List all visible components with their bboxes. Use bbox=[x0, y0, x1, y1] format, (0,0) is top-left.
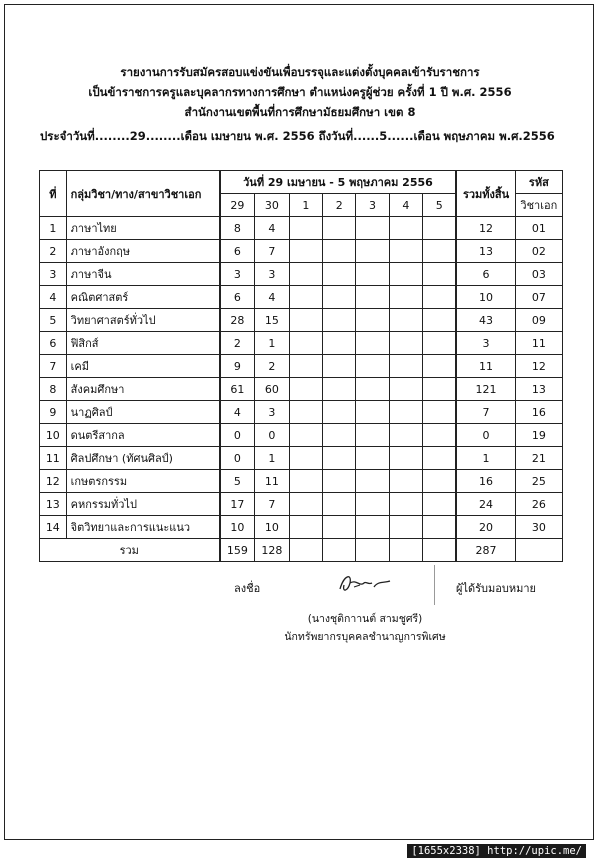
row-total: 6 bbox=[456, 263, 515, 286]
row-d30: 11 bbox=[255, 470, 290, 493]
row-d4 bbox=[389, 493, 422, 516]
table-row bbox=[40, 240, 563, 263]
row-total: 0 bbox=[456, 424, 515, 447]
table-row bbox=[40, 493, 563, 516]
row-d4 bbox=[389, 470, 422, 493]
table-row bbox=[40, 263, 563, 286]
row-total: 11 bbox=[456, 355, 515, 378]
row-d30: 4 bbox=[255, 286, 290, 309]
row-d2 bbox=[323, 424, 356, 447]
row-no: 4 bbox=[40, 286, 67, 309]
row-d1 bbox=[289, 424, 322, 447]
row-d29: 9 bbox=[220, 355, 255, 378]
row-d2 bbox=[323, 263, 356, 286]
row-d4 bbox=[389, 355, 422, 378]
sum-row bbox=[40, 539, 563, 562]
day-header: 1 bbox=[289, 194, 322, 217]
row-d4 bbox=[389, 401, 422, 424]
report-period: ประจำวันที่........29........เดือน เมษายน พ.ศ. 2556 ถึงวันที่......5......เดือน พฤษภาคม พ.ศ.2556 bbox=[40, 129, 555, 143]
row-subject: เคมี bbox=[66, 355, 219, 378]
row-d5 bbox=[423, 516, 457, 539]
row-no: 2 bbox=[40, 240, 67, 263]
row-d4 bbox=[389, 263, 422, 286]
row-d3 bbox=[356, 447, 389, 470]
row-code: 13 bbox=[515, 378, 562, 401]
row-d2 bbox=[323, 447, 356, 470]
row-d29: 0 bbox=[220, 424, 255, 447]
row-no: 9 bbox=[40, 401, 67, 424]
row-d1 bbox=[289, 470, 322, 493]
row-no: 7 bbox=[40, 355, 67, 378]
day-header: 4 bbox=[389, 194, 422, 217]
row-d1 bbox=[289, 516, 322, 539]
row-d29: 17 bbox=[220, 493, 255, 516]
row-d3 bbox=[356, 263, 389, 286]
row-d30: 1 bbox=[255, 447, 290, 470]
row-code: 07 bbox=[515, 286, 562, 309]
row-d29: 0 bbox=[220, 447, 255, 470]
col-no-header: ที่ bbox=[40, 171, 67, 217]
row-d29: 8 bbox=[220, 217, 255, 240]
row-d5 bbox=[423, 263, 457, 286]
header-line-1: รายงานการรับสมัครสอบแข่งขันเพื่อบรรจุและแต่งตั้งบุคคลเข้ารับราชการ bbox=[120, 65, 480, 79]
table-row bbox=[40, 355, 563, 378]
sum-d1 bbox=[289, 539, 322, 562]
image-watermark: [1655x2338] http://upic.me/ bbox=[407, 844, 586, 858]
table-header-row bbox=[40, 171, 563, 194]
row-d2 bbox=[323, 378, 356, 401]
row-no: 1 bbox=[40, 217, 67, 240]
bottom-bar bbox=[4, 842, 594, 860]
row-d29: 28 bbox=[220, 309, 255, 332]
row-d30: 1 bbox=[255, 332, 290, 355]
table-row bbox=[40, 378, 563, 401]
row-d1 bbox=[289, 309, 322, 332]
row-d1 bbox=[289, 401, 322, 424]
row-d4 bbox=[389, 332, 422, 355]
row-d30: 60 bbox=[255, 378, 290, 401]
row-total: 121 bbox=[456, 378, 515, 401]
row-d1 bbox=[289, 286, 322, 309]
col-subject-header: กลุ่มวิชา/ทาง/สาขาวิชาเอก bbox=[66, 171, 219, 217]
row-d2 bbox=[323, 493, 356, 516]
row-d3 bbox=[356, 378, 389, 401]
row-d30: 3 bbox=[255, 263, 290, 286]
row-d1 bbox=[289, 263, 322, 286]
row-subject: คหกรรมทั่วไป bbox=[66, 493, 219, 516]
row-d3 bbox=[356, 240, 389, 263]
row-no: 6 bbox=[40, 332, 67, 355]
row-subject: จิตวิทยาและการแนะแนว bbox=[66, 516, 219, 539]
row-subject: ฟิสิกส์ bbox=[66, 332, 219, 355]
row-d5 bbox=[423, 401, 457, 424]
row-d3 bbox=[356, 332, 389, 355]
sum-d5 bbox=[423, 539, 457, 562]
signature-divider bbox=[434, 565, 435, 605]
row-subject: ศิลปศึกษา (ทัศนศิลป์) bbox=[66, 447, 219, 470]
row-d1 bbox=[289, 332, 322, 355]
row-subject: ภาษาไทย bbox=[66, 217, 219, 240]
row-no: 13 bbox=[40, 493, 67, 516]
row-d1 bbox=[289, 378, 322, 401]
header-line-2: เป็นข้าราชการครูและบุคลากรทางการศึกษา ตำแหน่งครูผู้ช่วย ครั้งที่ 1 ปี พ.ศ. 2556 bbox=[88, 85, 512, 99]
row-d30: 0 bbox=[255, 424, 290, 447]
col-code-header-2: วิชาเอก bbox=[515, 194, 562, 217]
table-row bbox=[40, 424, 563, 447]
day-header: 5 bbox=[423, 194, 457, 217]
row-no: 5 bbox=[40, 309, 67, 332]
row-d3 bbox=[356, 493, 389, 516]
row-subject: ดนตรีสากล bbox=[66, 424, 219, 447]
row-no: 14 bbox=[40, 516, 67, 539]
row-d30: 3 bbox=[255, 401, 290, 424]
row-subject: สังคมศึกษา bbox=[66, 378, 219, 401]
row-total: 13 bbox=[456, 240, 515, 263]
row-d2 bbox=[323, 355, 356, 378]
row-d4 bbox=[389, 217, 422, 240]
row-d3 bbox=[356, 217, 389, 240]
row-d29: 61 bbox=[220, 378, 255, 401]
row-d2 bbox=[323, 286, 356, 309]
row-d2 bbox=[323, 217, 356, 240]
row-d2 bbox=[323, 470, 356, 493]
row-no: 10 bbox=[40, 424, 67, 447]
row-d2 bbox=[323, 332, 356, 355]
table-row bbox=[40, 286, 563, 309]
row-d5 bbox=[423, 355, 457, 378]
row-total: 43 bbox=[456, 309, 515, 332]
row-code: 26 bbox=[515, 493, 562, 516]
row-d29: 3 bbox=[220, 263, 255, 286]
row-d2 bbox=[323, 401, 356, 424]
row-d3 bbox=[356, 470, 389, 493]
row-total: 10 bbox=[456, 286, 515, 309]
row-no: 11 bbox=[40, 447, 67, 470]
row-d4 bbox=[389, 286, 422, 309]
row-no: 3 bbox=[40, 263, 67, 286]
header-line-3: สำนักงานเขตพื้นที่การศึกษามัธยมศึกษา เขต 8 bbox=[184, 105, 416, 119]
row-total: 16 bbox=[456, 470, 515, 493]
row-code: 21 bbox=[515, 447, 562, 470]
row-d29: 10 bbox=[220, 516, 255, 539]
row-d29: 2 bbox=[220, 332, 255, 355]
signer-position: นักทรัพยากรบุคคลชำนาญการพิเศษ bbox=[284, 631, 446, 643]
sum-d29: 159 bbox=[220, 539, 255, 562]
row-d1 bbox=[289, 447, 322, 470]
row-subject: ภาษาจีน bbox=[66, 263, 219, 286]
row-d3 bbox=[356, 309, 389, 332]
row-d5 bbox=[423, 378, 457, 401]
row-d1 bbox=[289, 355, 322, 378]
row-d2 bbox=[323, 309, 356, 332]
handwritten-signature bbox=[330, 569, 400, 599]
sum-d2 bbox=[323, 539, 356, 562]
row-d5 bbox=[423, 470, 457, 493]
row-d30: 7 bbox=[255, 493, 290, 516]
col-dates-header: วันที่ 29 เมษายน - 5 พฤษภาคม 2556 bbox=[220, 171, 457, 194]
row-d29: 5 bbox=[220, 470, 255, 493]
row-d29: 6 bbox=[220, 240, 255, 263]
row-d4 bbox=[389, 516, 422, 539]
report-header bbox=[0, 62, 600, 122]
applicant-table bbox=[39, 170, 563, 562]
row-d4 bbox=[389, 447, 422, 470]
row-d5 bbox=[423, 493, 457, 516]
row-d5 bbox=[423, 217, 457, 240]
table-row bbox=[40, 332, 563, 355]
row-subject: นาฏศิลป์ bbox=[66, 401, 219, 424]
col-total-header: รวมทั้งสิ้น bbox=[456, 171, 515, 217]
day-header: 3 bbox=[356, 194, 389, 217]
row-d1 bbox=[289, 240, 322, 263]
table-row bbox=[40, 401, 563, 424]
row-code: 16 bbox=[515, 401, 562, 424]
row-d3 bbox=[356, 355, 389, 378]
row-total: 1 bbox=[456, 447, 515, 470]
table-row bbox=[40, 516, 563, 539]
received-label: ผู้ได้รับมอบหมาย bbox=[456, 582, 536, 595]
table-row bbox=[40, 447, 563, 470]
row-d2 bbox=[323, 516, 356, 539]
row-d5 bbox=[423, 424, 457, 447]
row-d30: 7 bbox=[255, 240, 290, 263]
row-d5 bbox=[423, 447, 457, 470]
row-d5 bbox=[423, 332, 457, 355]
day-header: 30 bbox=[255, 194, 290, 217]
row-subject: ภาษาอังกฤษ bbox=[66, 240, 219, 263]
row-d5 bbox=[423, 309, 457, 332]
row-total: 24 bbox=[456, 493, 515, 516]
row-d3 bbox=[356, 516, 389, 539]
row-d5 bbox=[423, 240, 457, 263]
row-subject: เกษตรกรรม bbox=[66, 470, 219, 493]
row-d5 bbox=[423, 286, 457, 309]
row-total: 20 bbox=[456, 516, 515, 539]
row-total: 12 bbox=[456, 217, 515, 240]
day-header: 2 bbox=[323, 194, 356, 217]
table-row bbox=[40, 470, 563, 493]
row-no: 8 bbox=[40, 378, 67, 401]
row-d3 bbox=[356, 424, 389, 447]
row-d30: 4 bbox=[255, 217, 290, 240]
sum-label: รวม bbox=[40, 539, 220, 562]
row-d30: 2 bbox=[255, 355, 290, 378]
row-total: 3 bbox=[456, 332, 515, 355]
row-code: 01 bbox=[515, 217, 562, 240]
table-row bbox=[40, 217, 563, 240]
row-d29: 6 bbox=[220, 286, 255, 309]
sum-code bbox=[515, 539, 562, 562]
row-no: 12 bbox=[40, 470, 67, 493]
row-d30: 15 bbox=[255, 309, 290, 332]
signer-name: (นางชุติกาานต์ สามชูศรี) bbox=[307, 613, 423, 625]
row-subject: คณิตศาสตร์ bbox=[66, 286, 219, 309]
row-code: 11 bbox=[515, 332, 562, 355]
row-subject: วิทยาศาสตร์ทั่วไป bbox=[66, 309, 219, 332]
sum-d4 bbox=[389, 539, 422, 562]
sign-label: ลงชื่อ bbox=[234, 582, 261, 595]
row-d4 bbox=[389, 240, 422, 263]
day-header: 29 bbox=[220, 194, 255, 217]
row-code: 19 bbox=[515, 424, 562, 447]
table-row bbox=[40, 309, 563, 332]
sum-d3 bbox=[356, 539, 389, 562]
row-d4 bbox=[389, 309, 422, 332]
row-code: 02 bbox=[515, 240, 562, 263]
row-d4 bbox=[389, 424, 422, 447]
row-d1 bbox=[289, 493, 322, 516]
row-d3 bbox=[356, 401, 389, 424]
row-total: 7 bbox=[456, 401, 515, 424]
row-d1 bbox=[289, 217, 322, 240]
row-code: 30 bbox=[515, 516, 562, 539]
row-code: 09 bbox=[515, 309, 562, 332]
row-d3 bbox=[356, 286, 389, 309]
sum-d30: 128 bbox=[255, 539, 290, 562]
row-d30: 10 bbox=[255, 516, 290, 539]
row-code: 03 bbox=[515, 263, 562, 286]
row-code: 12 bbox=[515, 355, 562, 378]
sum-total: 287 bbox=[456, 539, 515, 562]
row-d2 bbox=[323, 240, 356, 263]
row-d29: 4 bbox=[220, 401, 255, 424]
col-code-header: รหัส bbox=[515, 171, 562, 194]
row-code: 25 bbox=[515, 470, 562, 493]
row-d4 bbox=[389, 378, 422, 401]
